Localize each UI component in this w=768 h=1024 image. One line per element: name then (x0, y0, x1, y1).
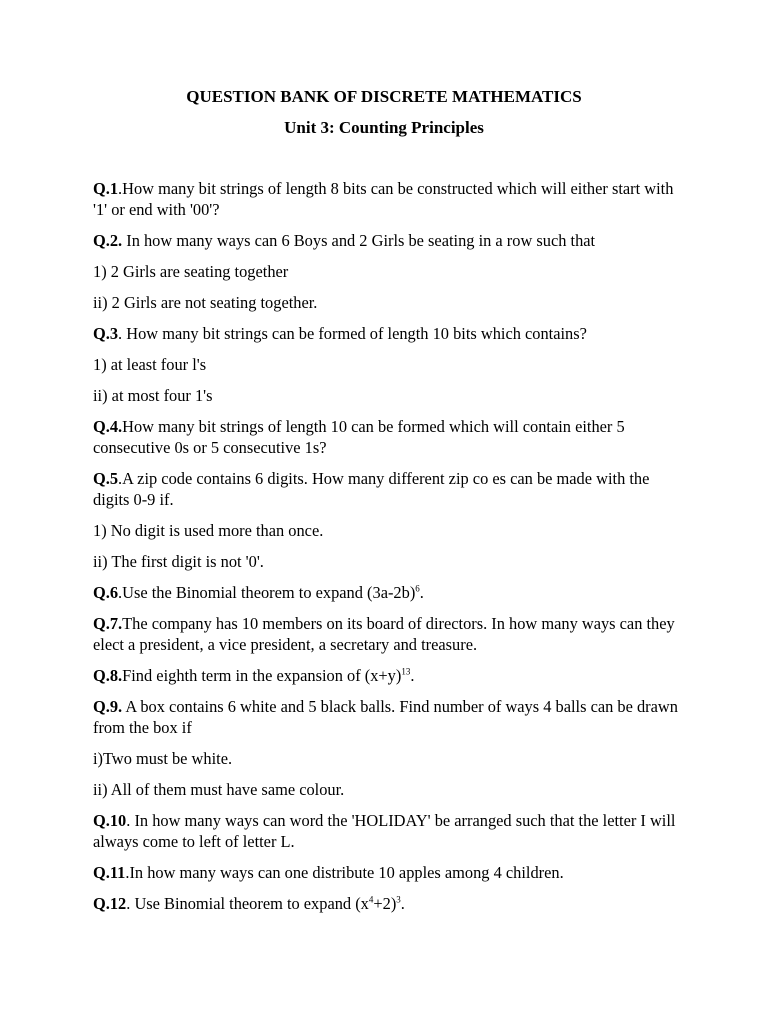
question-6 (93, 582, 683, 603)
question-label: Q.1 (93, 179, 119, 198)
document-title: QUESTION BANK OF DISCRETE MATHEMATICS (186, 87, 582, 106)
question-5-part-1: 1) No digit is used more than once. (93, 521, 324, 540)
question-12 (93, 893, 683, 914)
question-label: Q.6 (93, 583, 119, 602)
question-text: .In how many ways can one distribute 10 apples among 4 children. (125, 863, 564, 882)
question-2 (93, 230, 683, 251)
question-text: .Use the Binomial theorem to expand (3a-2b) (118, 583, 416, 602)
question-1 (93, 178, 683, 220)
exponent: 3 (396, 894, 401, 905)
question-text: . In how many ways can word the 'HOLIDAY' be arranged such that the letter I will always come to left of letter L. (93, 811, 676, 851)
question-5-part-2: ii) The first digit is not '0'. (93, 552, 264, 571)
question-end: . (410, 666, 415, 685)
question-text: . Use Binomial theorem to expand (x (126, 894, 369, 913)
question-text: In how many ways can 6 Boys and 2 Girls be seating in a row such that (122, 231, 596, 250)
question-text: How many bit strings of length 10 can be formed which will contain either 5 consecutive 0s or 5 consecutive 1s? (93, 417, 625, 457)
question-2-part-2: ii) 2 Girls are not seating together. (93, 293, 318, 312)
question-text: .How many bit strings of length 8 bits can be constructed which will either start with '1' or end with '00'? (93, 179, 674, 219)
question-label: Q.9. (93, 697, 123, 716)
question-2-part-1: 1) 2 Girls are seating together (93, 262, 289, 281)
question-label: Q.7. (93, 614, 123, 633)
question-3-part-2: ii) at most four 1's (93, 386, 213, 405)
question-list (93, 178, 683, 924)
question-end: . (400, 894, 405, 913)
question-9 (93, 696, 683, 738)
question-label: Q.12 (93, 894, 127, 913)
question-7 (93, 613, 683, 655)
question-text: The company has 10 members on its board of directors. In how many ways can they elect a president, a vice president, a secretary and treasure. (93, 614, 675, 654)
question-label: Q.10 (93, 811, 127, 830)
question-label: Q.2. (93, 231, 123, 250)
exponent: 4 (368, 894, 374, 905)
question-3-part-1: 1) at least four l's (93, 355, 207, 374)
unit-heading: Unit 3: Counting Principles (284, 118, 484, 137)
question-4 (93, 416, 683, 458)
question-text: +2) (373, 894, 397, 913)
question-label: Q.11 (93, 863, 126, 882)
question-9-part-2: ii) All of them must have same colour. (93, 780, 345, 799)
question-end: . (419, 583, 424, 602)
question-9-part-1: i)Two must be white. (93, 749, 233, 768)
question-label: Q.5 (93, 469, 119, 488)
exponent: 13 (401, 666, 411, 677)
exponent: 6 (415, 583, 420, 594)
question-label: Q.3 (93, 324, 119, 343)
question-text: . How many bit strings can be formed of length 10 bits which contains? (118, 324, 587, 343)
question-text: .A zip code contains 6 digits. How many different zip co es can be made with the digits 0-9 if. (93, 469, 650, 509)
question-text: Find eighth term in the expansion of (x+y) (122, 666, 402, 685)
question-label: Q.4. (93, 417, 123, 436)
question-10 (93, 810, 683, 852)
question-11 (93, 862, 683, 883)
question-5 (93, 468, 683, 510)
question-text: A box contains 6 white and 5 black balls. Find number of ways 4 balls can be drawn from the box if (93, 697, 678, 737)
question-3 (93, 323, 683, 344)
question-label: Q.8. (93, 666, 123, 685)
question-8 (93, 665, 683, 686)
